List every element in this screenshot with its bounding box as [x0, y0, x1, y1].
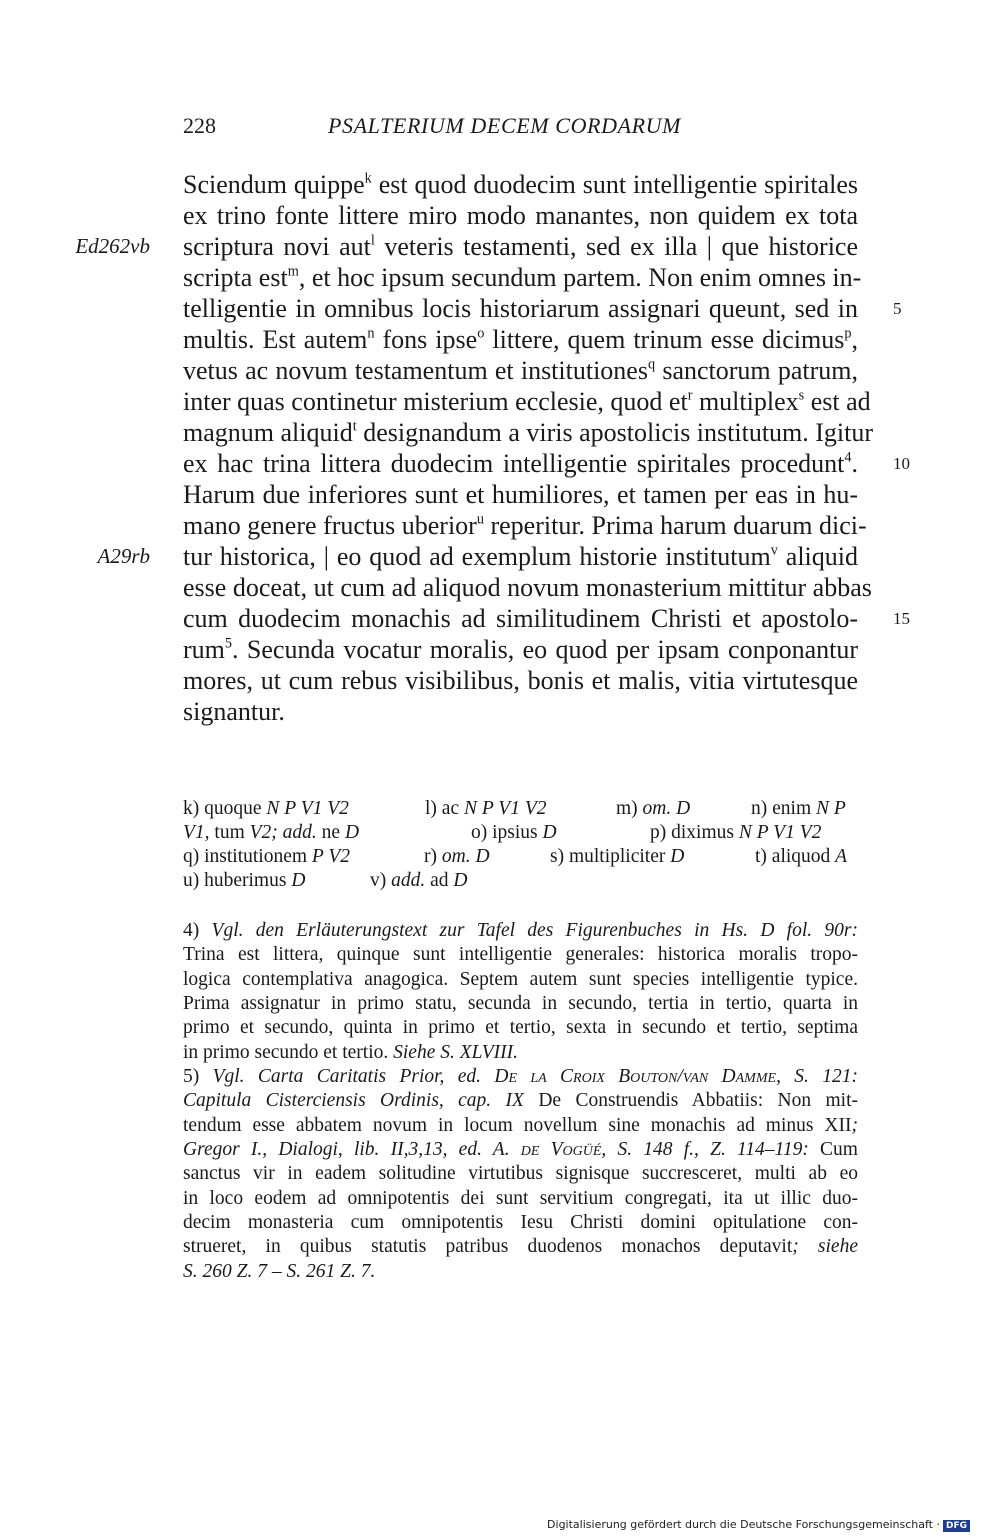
note-line: in loco eodem ad omnipotentis dei sunt servitium congregati, ita ut illic duo-	[183, 1188, 858, 1209]
apparatus-entry: p) diximus N P V1 V2	[650, 822, 822, 843]
apparatus-entry: r) om. D	[424, 846, 490, 867]
text-line: mano genere fructus uberior$^u$ reperitur. Prima harum duarum dici-	[183, 511, 867, 540]
note-line: decim monasteria cum omnipotentis Iesu Christi domini opitulatione con-	[183, 1212, 858, 1233]
apparatus-entry: k) quoque N P V1 V2	[183, 798, 349, 819]
note-line: sanctus vir in eadem solitudine virtutibus signisque succresceret, multi ab eo	[183, 1163, 858, 1184]
text-line: vetus ac novum testamentum et institutiones$^q$ sanctorum patrum,	[183, 356, 858, 385]
apparatus-entry: s) multipliciter D	[550, 846, 685, 867]
apparatus-entry: t) aliquod A	[755, 846, 848, 867]
marginal-siglum: A29rb	[97, 544, 150, 568]
text-line: mores, ut cum rebus visibilibus, bonis et malis, vitia virtutesque	[183, 666, 858, 695]
note-line: strueret, in quibus statutis patribus duodenos monachos deputavit; siehe	[183, 1236, 858, 1257]
apparatus-entry: v) add. ad D	[370, 870, 468, 891]
footer-text: Digitalisierung gefördert durch die Deutsche Forschungsgemeinschaft	[547, 1518, 933, 1531]
text-line: ex hac trina littera duodecim intelligentie spiritales procedunt$^4$.	[183, 449, 858, 478]
text-line: Harum due inferiores sunt et humiliores, et tamen per eas in hu-	[183, 480, 858, 509]
dfg-logo: DFG	[943, 1520, 970, 1532]
line-number: 15	[893, 609, 910, 628]
text-line: Sciendum quippe$^k$ est quod duodecim sunt intelligentie spiritales	[183, 170, 858, 199]
note-line: 5) Vgl. Carta Caritatis Prior, ed. De la Croix Bouton/van Damme, S. 121:	[183, 1066, 858, 1087]
text-line: rum$^5$. Secunda vocatur moralis, eo quod per ipsam conponantur	[183, 635, 858, 664]
apparatus-entry: V1, tum V2; add. ne D	[183, 822, 360, 843]
apparatus-entry: n) enim N P	[751, 798, 846, 819]
text-line: esse doceat, ut cum ad aliquod novum monasterium mittitur abbas	[183, 573, 872, 602]
apparatus-entry: o) ipsius D	[471, 822, 557, 843]
text-line: scriptura novi aut$^l$ veteris testamenti, sed ex illa | que historice	[183, 232, 859, 261]
running-title: PSALTERIUM DECEM CORDARUM	[328, 113, 682, 138]
text-line: telligentie in omnibus locis historiarum assignari queunt, sed in	[183, 294, 858, 323]
text-line: cum duodecim monachis ad similitudinem Christi et apostolo-	[183, 604, 858, 633]
text-line: tur historica, | eo quod ad exemplum historie institutum$^v$ aliquid	[183, 542, 858, 571]
note-line: logica contemplativa anagogica. Septem autem sunt species intelligentie typice.	[183, 969, 858, 990]
note-line: in primo secundo et tertio. Siehe S. XLVIII.	[183, 1042, 519, 1063]
line-number: 5	[893, 299, 902, 318]
text-line: ex trino fonte littere miro modo manantes, non quidem ex tota	[183, 201, 858, 230]
line-number: 10	[893, 454, 910, 473]
apparatus-entry: m) om. D	[616, 798, 691, 819]
note-line: Trina est littera, quinque sunt intelligentie generales: historica moralis tropo-	[183, 944, 858, 965]
apparatus-entry: q) institutionem P V2	[183, 846, 351, 867]
note-line: Capitula Cisterciensis Ordinis, cap. IX De Construendis Abbatiis: Non mit-	[183, 1090, 858, 1111]
note-line: primo et secundo, quinta in primo et tertio, sexta in secundo et tertio, septima	[183, 1017, 858, 1038]
apparatus-entry: l) ac N P V1 V2	[425, 798, 547, 819]
note-line: 4) Vgl. den Erläuterungstext zur Tafel des Figurenbuches in Hs. D fol. 90r:	[183, 920, 858, 941]
note-line: Prima assignatur in primo statu, secunda in secundo, tertia in tertio, quarta in	[183, 993, 858, 1014]
text-line: inter quas continetur misterium ecclesie, quod $et^r$ multiplex$^s$ est ad	[183, 387, 871, 416]
text-line: scripta est$^m$, et hoc ipsum secundum partem. Non enim omnes in-	[183, 263, 862, 292]
note-line: tendum esse abbatem novum in locum novellum sine monachis ad minus XII;	[183, 1115, 858, 1136]
text-line: signantur.	[183, 697, 285, 726]
text-line: multis. Est autem$^n$ fons ipse$^o$ littere, quem trinum esse dicimus$^p$,	[183, 325, 858, 354]
digitization-footer: Digitalisierung gefördert durch die Deutsche Forschungsgemeinschaft · DFG	[547, 1518, 970, 1532]
text-line: magnum aliquid$^t$ designandum a viris apostolicis institutum. Igitur	[183, 418, 874, 447]
page-number: 228	[183, 113, 216, 138]
note-line: S. 260 Z. 7 – S. 261 Z. 7.	[183, 1261, 376, 1282]
note-line: Gregor I., Dialogi, lib. II,3,13, ed. A. de Vogüé, S. 148 f., Z. 114–119: Cum	[183, 1139, 858, 1160]
marginal-siglum: Ed262vb	[75, 234, 150, 258]
apparatus-entry: u) huberimus D	[183, 870, 306, 891]
